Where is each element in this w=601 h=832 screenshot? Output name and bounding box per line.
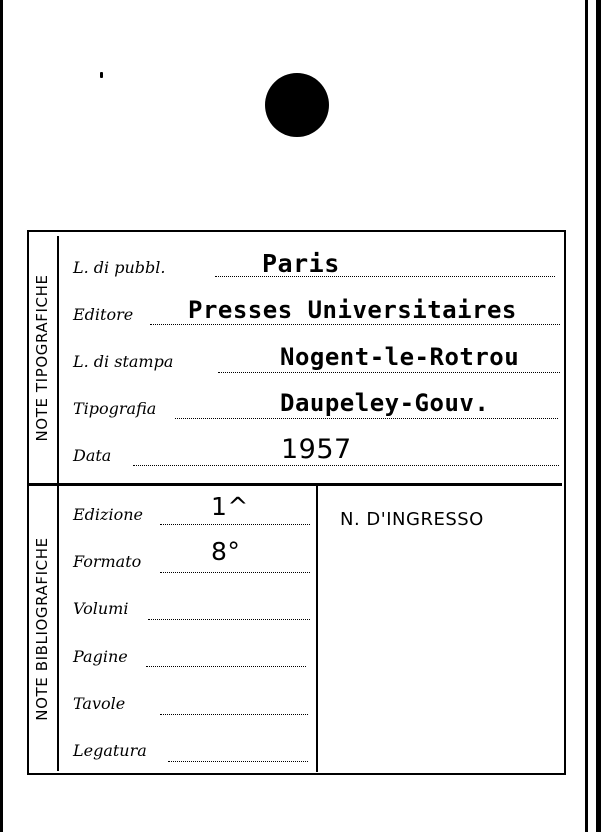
- dotted-line: [160, 524, 310, 525]
- heading-column-rule: [57, 236, 59, 771]
- dotted-line: [160, 572, 310, 573]
- field-label: L. di stampa: [73, 352, 174, 371]
- field-label: L. di pubbl.: [73, 258, 166, 277]
- field-label: Pagine: [73, 647, 128, 666]
- accession-number-label: N. D'INGRESSO: [340, 509, 484, 530]
- field-value: Paris: [262, 249, 340, 278]
- field-label: Formato: [73, 552, 142, 571]
- field-value: 8°: [211, 537, 241, 566]
- ink-speck: [100, 72, 103, 78]
- right-scan-edge: [585, 0, 588, 832]
- field-label: Volumi: [73, 599, 129, 618]
- field-value: 1957: [281, 434, 352, 465]
- field-value: 1^: [211, 492, 249, 521]
- right-scan-edge-outer: [596, 0, 601, 832]
- dotted-line: [150, 324, 560, 325]
- field-label: Tipografia: [73, 399, 157, 418]
- dotted-line: [218, 372, 560, 373]
- field-label: Edizione: [73, 505, 143, 524]
- field-label: Editore: [73, 305, 134, 324]
- field-label: Data: [73, 446, 112, 465]
- dotted-line: [175, 418, 558, 419]
- dotted-line: [148, 619, 310, 620]
- accession-column-rule: [316, 486, 318, 772]
- typographic-heading: NOTE TIPOGRAFICHE: [33, 274, 51, 442]
- bibliographic-heading: NOTE BIBLIOGRAFICHE: [33, 537, 51, 721]
- field-label: Tavole: [73, 694, 126, 713]
- dotted-line: [160, 714, 308, 715]
- punch-hole: [265, 73, 329, 137]
- field-value: Nogent-le-Rotrou: [280, 343, 520, 371]
- dotted-line: [168, 761, 308, 762]
- left-scan-edge: [0, 0, 3, 832]
- dotted-line: [133, 465, 559, 466]
- section-divider: [29, 483, 562, 486]
- field-label: Legatura: [73, 741, 147, 760]
- dotted-line: [146, 666, 306, 667]
- field-value: Daupeley-Gouv.: [280, 389, 490, 417]
- field-value: Presses Universitaires: [188, 296, 517, 324]
